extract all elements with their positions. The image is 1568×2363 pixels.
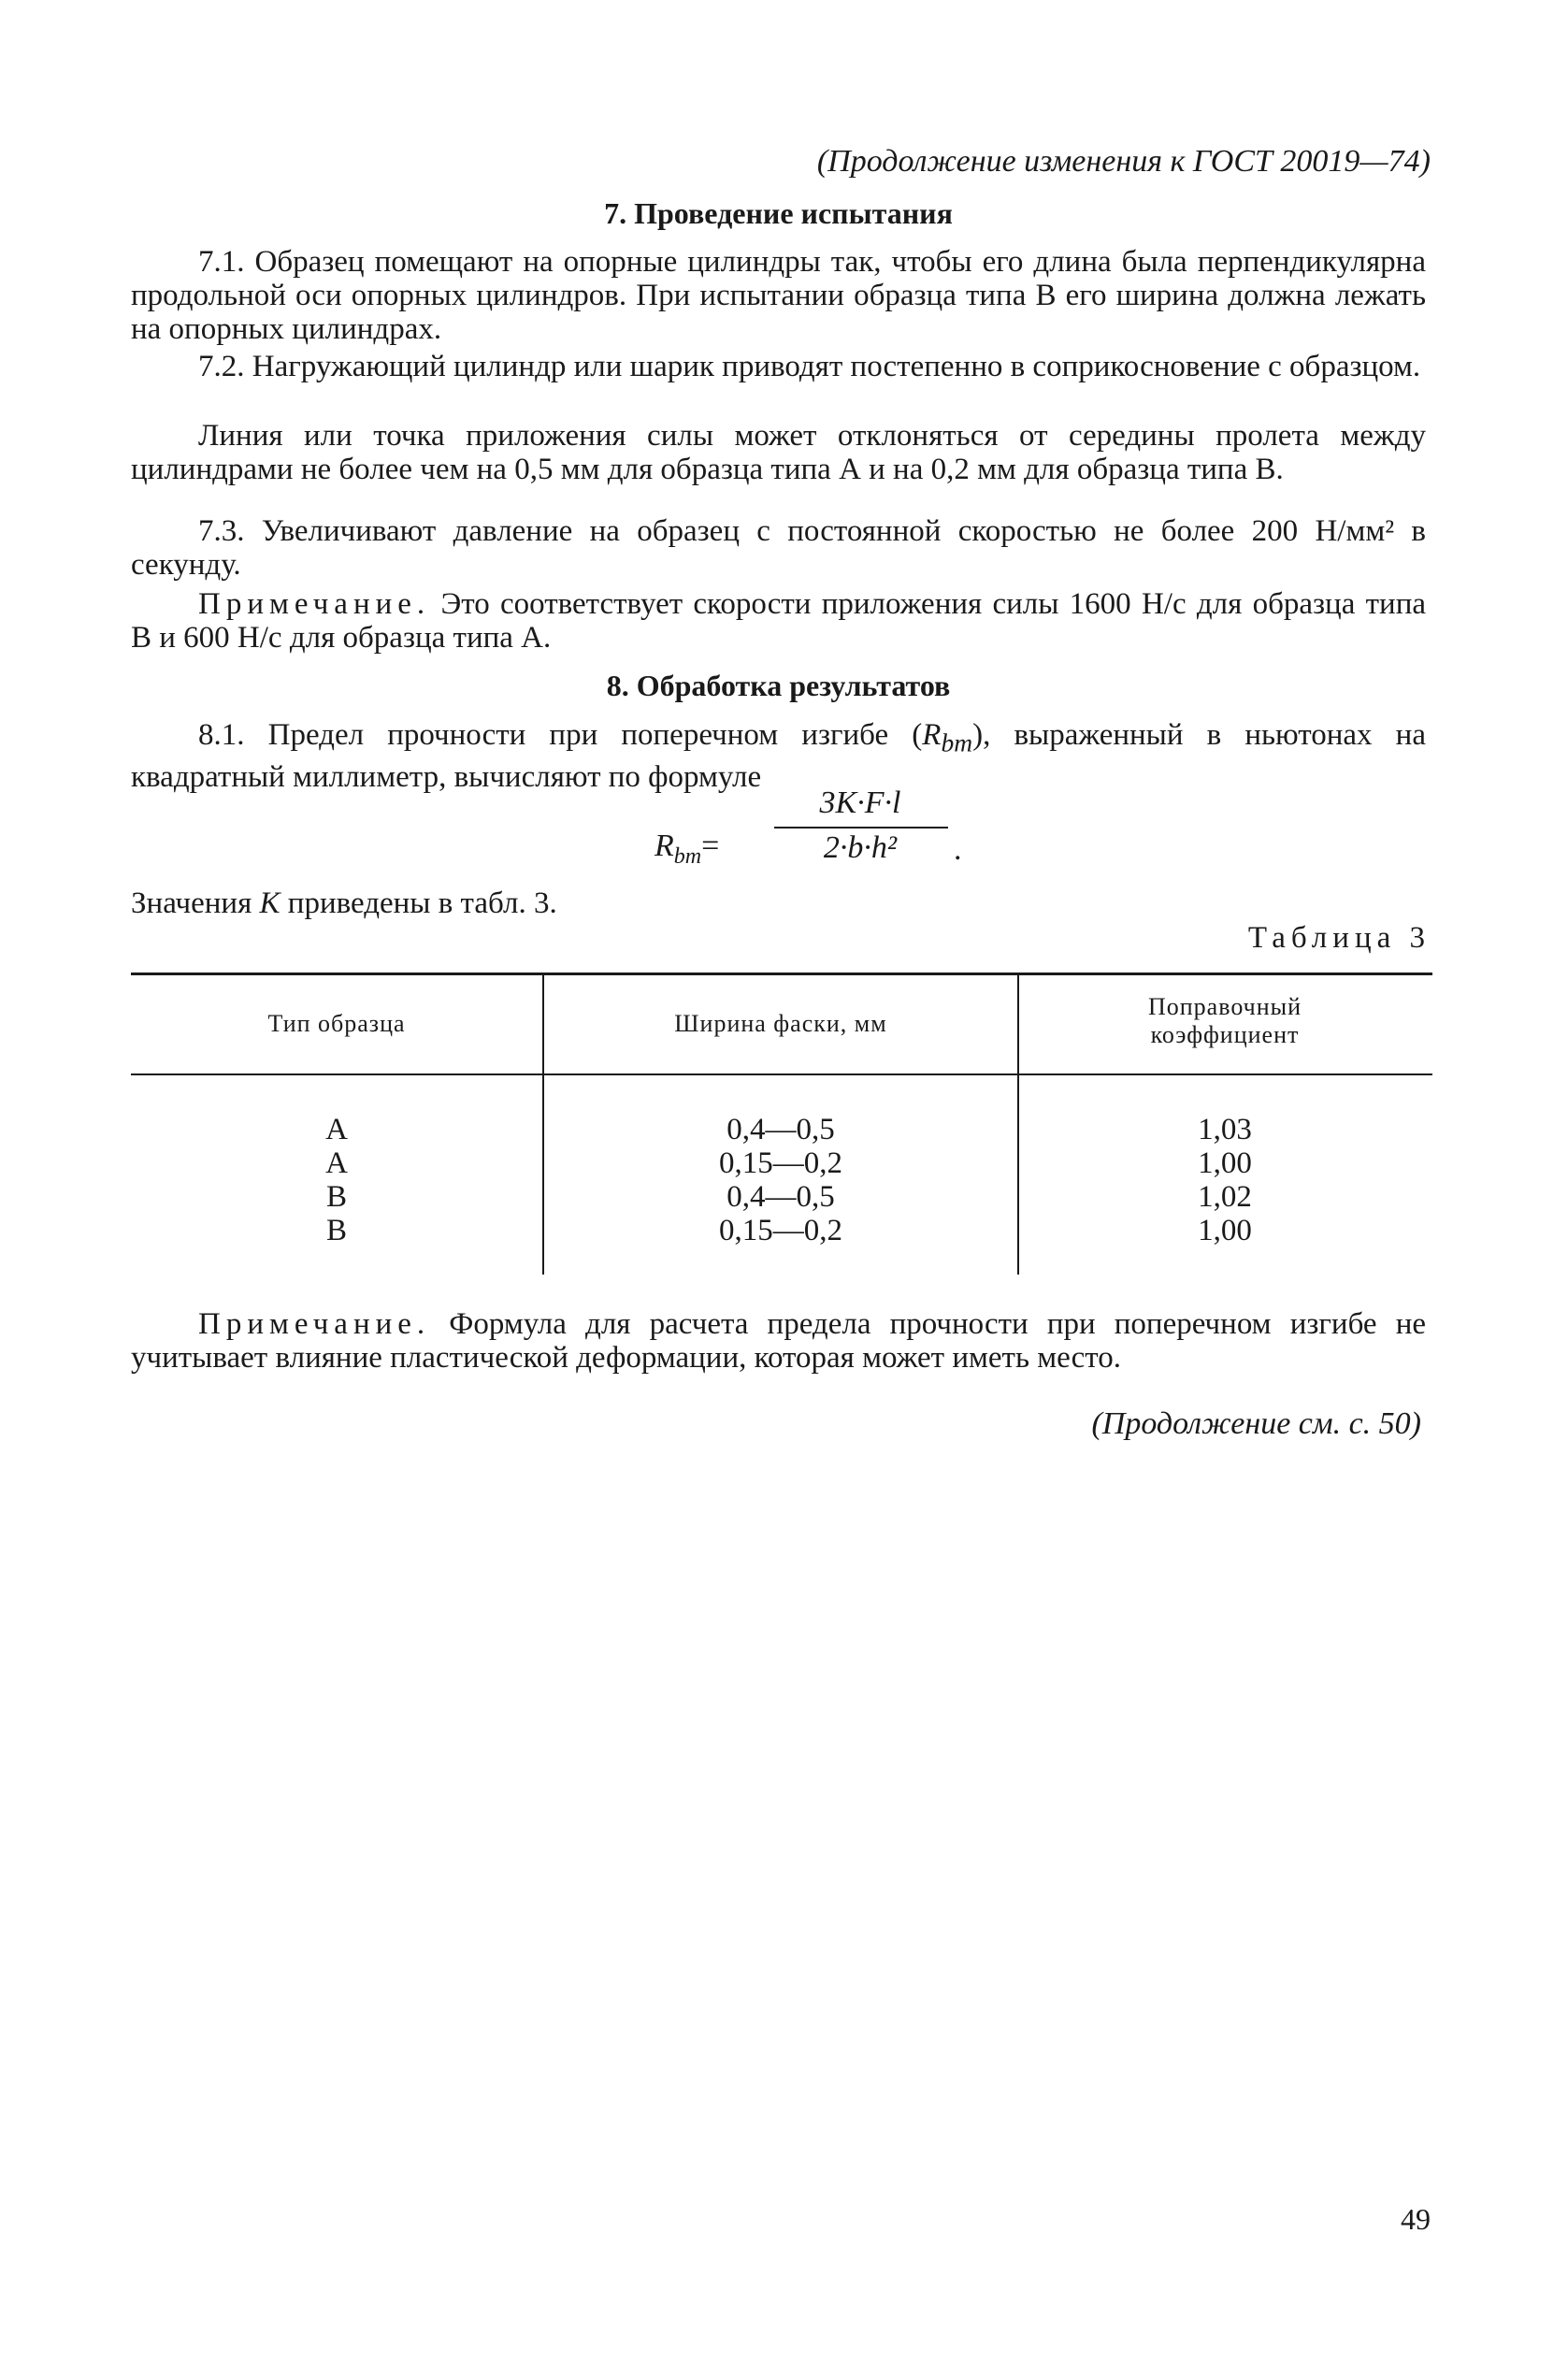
note-2 xyxy=(131,1307,1426,1375)
table-header-type: Тип образца xyxy=(267,1010,406,1037)
table-cell: 0,4—0,5 xyxy=(726,1180,835,1214)
k-symbol: K xyxy=(259,886,281,920)
table-cell: А xyxy=(325,1146,348,1180)
table-cell: В xyxy=(325,1180,347,1214)
formula-lhs xyxy=(655,828,719,870)
formula-lhs-subscript: bm xyxy=(673,843,702,869)
note-2-text: Формула для расчета предела прочности при поперечном изгибе не учитывает влияние пластической деформации, которая может иметь место. xyxy=(131,1307,1427,1375)
formula-lhs-symbol: R xyxy=(655,828,674,863)
header-continuation: (Продолжение изменения к ГОСТ 20019—74) xyxy=(816,144,1431,179)
rbm-symbol: R xyxy=(922,718,942,752)
table-header-width: Ширина фаски, мм xyxy=(674,1010,887,1037)
formula-rbm xyxy=(655,785,972,879)
table-cell: 0,4—0,5 xyxy=(726,1113,835,1146)
table-cell: 0,15—0,2 xyxy=(719,1214,842,1247)
table-cell: А xyxy=(325,1113,348,1146)
paragraph-7-3: 7.3. Увеличивают давление на образец с постоянной скоростью не более 200 Н/мм² в секунду. xyxy=(131,514,1426,582)
table-cell: В xyxy=(325,1214,347,1247)
rbm-subscript: bm xyxy=(941,728,973,757)
table-col-type xyxy=(131,1113,542,1247)
section-7-title: 7. Проведение испытания xyxy=(604,196,953,230)
formula-numerator: 3K·F·l xyxy=(819,785,901,820)
table-cell: 1,00 xyxy=(1198,1146,1252,1180)
page-number: 49 xyxy=(1401,2202,1431,2236)
k-values-reference xyxy=(131,886,972,920)
footer-continuation: (Продолжение см. с. 50) xyxy=(1091,1406,1421,1441)
note-1-label: Примечание. xyxy=(198,587,431,621)
formula-fraction-bar xyxy=(774,827,948,828)
paragraph-7-2: 7.2. Нагружающий цилиндр или шарик приводят постепенно в соприкосновение с образцом. xyxy=(198,350,1421,383)
table-header-rule xyxy=(131,1073,1432,1075)
table-col-coefficient xyxy=(1019,1113,1431,1247)
note-1 xyxy=(131,587,1426,655)
note-1-text: Это соответствует скорости приложения силы 1600 Н/с для образца типа В и 600 Н/с для образца типа А. xyxy=(131,587,1427,655)
k-values-start: Значения xyxy=(131,886,260,920)
table-cell: 0,15—0,2 xyxy=(719,1146,842,1180)
section-8-title: 8. Обработка результатов xyxy=(606,669,951,702)
table-cell: 1,03 xyxy=(1198,1113,1252,1146)
paragraph-7-1: 7.1. Образец помещают на опорные цилиндры так, чтобы его длина была перпендикулярна продольной оси опорных цилиндров. При испытании образца типа В его ширина должна лежать на опорных цилиндрах. xyxy=(131,245,1426,346)
paragraph-8-1 xyxy=(131,718,1426,794)
formula-denominator: 2·b·h² xyxy=(823,830,898,865)
paragraph-8-1-end: ), выраженный в ньютонах на квадратный миллиметр, вычисляют по формуле xyxy=(131,718,1426,794)
k-values-end: приведены в табл. 3. xyxy=(280,886,557,920)
table-cell: 1,00 xyxy=(1198,1214,1252,1247)
paragraph-8-1-start: 8.1. Предел прочности при поперечном изгибе ( xyxy=(198,718,923,752)
formula-trailing-dot: . xyxy=(954,832,962,867)
paragraph-7-2-continued: Линия или точка приложения силы может отклоняться от середины пролета между цилиндрами не более чем на 0,5 мм для образца типа А и на 0,2 мм для образца типа В. xyxy=(131,419,1426,486)
table-header-coefficient: Поправочный коэффициент xyxy=(1147,993,1302,1048)
table-3-title: Таблица 3 xyxy=(1247,921,1431,955)
table-col-width xyxy=(544,1113,1017,1247)
table-cell: 1,02 xyxy=(1198,1180,1252,1214)
table-top-rule xyxy=(131,973,1432,975)
note-2-label: Примечание. xyxy=(198,1307,431,1341)
formula-equals: = xyxy=(701,828,720,863)
